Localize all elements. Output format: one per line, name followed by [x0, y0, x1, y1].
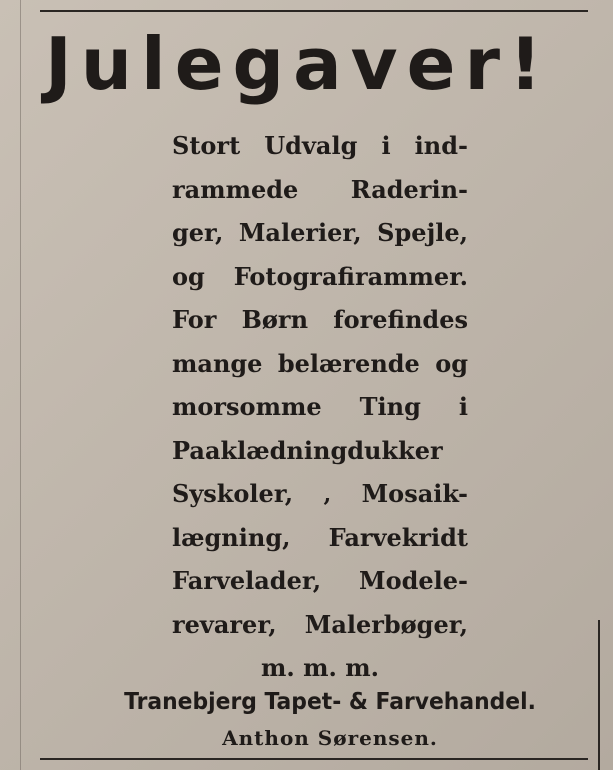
ad-body-line: m. m. m. [261, 653, 379, 682]
ad-body-line: og Fotografirammer. [172, 261, 468, 291]
owner-name: Anthon Sørensen. [222, 726, 438, 750]
ad-body [172, 124, 468, 690]
bottom-border-rule [40, 758, 588, 760]
ad-body-line: Stort Udvalg i ind- [172, 131, 468, 160]
ad-body-line: ger, Malerier, Spejle, [172, 218, 468, 247]
ad-body-line: Paaklædningdukker [172, 435, 443, 465]
ad-title: Julegaver! [45, 22, 551, 106]
ad-body-line: mange belærende og [172, 348, 468, 378]
ad-body-line: For Børn forefindes [172, 305, 468, 334]
top-border-rule [40, 10, 588, 12]
ad-body-line: revarer, Malerbøger, [172, 609, 468, 639]
left-column-rule [20, 0, 21, 770]
ad-body-line: lægning, Farvekridt [172, 522, 468, 552]
ad-body-line: morsomme Ting i [172, 392, 468, 421]
right-border-rule [598, 620, 600, 770]
ad-body-line: Syskoler, ‚ Mosaik- [172, 479, 468, 508]
ad-body-line: rammede Raderin- [172, 174, 468, 204]
shop-name: Tranebjerg Tapet- & Farvehandel. [124, 689, 536, 715]
ad-body-line: Farvelader, Modele- [172, 566, 468, 595]
